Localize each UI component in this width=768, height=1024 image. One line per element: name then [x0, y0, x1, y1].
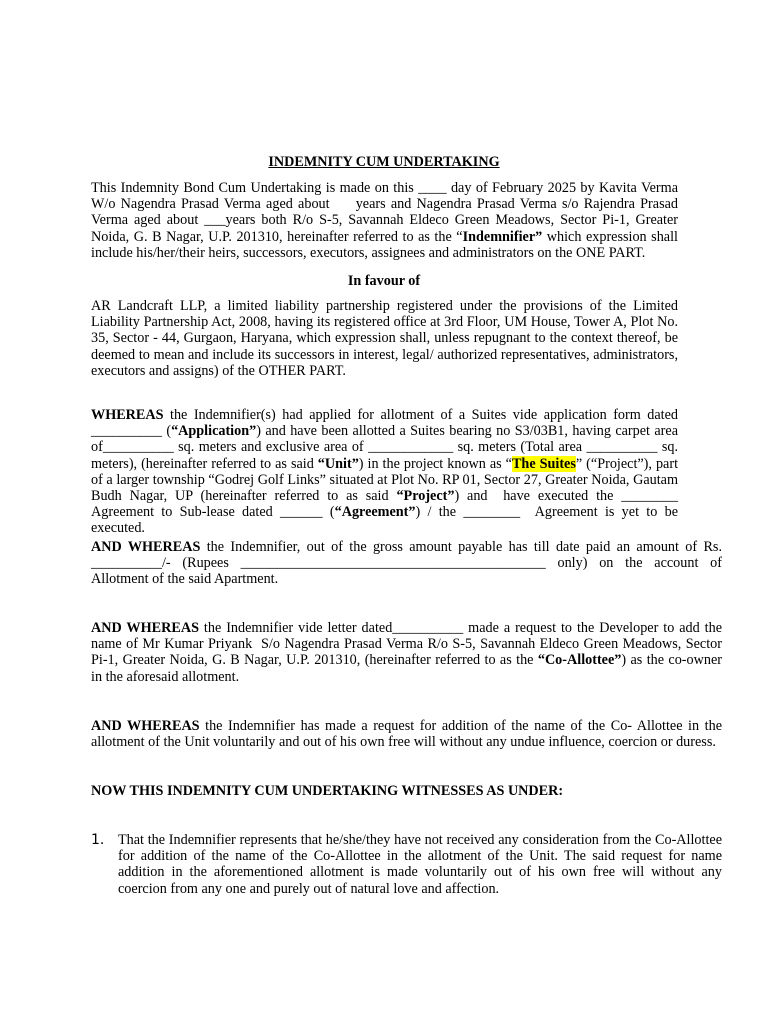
- other-party-paragraph: AR Landcraft LLP, a limited liability partnership registered under the provisions of the Limited Liability Partnership Act, 2008, having its registered office at 3rd Floor, UM House, Tower A, Plot No. 35, Sector - 44, Gurgaon, Haryana, which expression shall, unless repugnant to the context thereof, be deemed to mean and include its successors in interest, legal/ authorized representatives, administrators, executors and assigns) of the OTHER PART.: [91, 298, 678, 379]
- whereas-paragraph-2: [91, 539, 722, 588]
- document-title: INDEMNITY CUM UNDERTAKING: [268, 154, 500, 170]
- clause-number: 1.: [91, 832, 105, 848]
- unit-term: “Unit”: [317, 455, 359, 472]
- whereas-1-text-6: ) / the ________ Agreement is yet to be executed.: [91, 504, 678, 537]
- and-whereas-lead: AND WHEREAS: [91, 718, 200, 734]
- intro-text-2: which expression shall include his/her/their heirs, successors, executors, assignees and administrators on the ONE PART.: [91, 228, 678, 261]
- whereas-1-text-4: ” (“Project”), part of a larger township “Godrej Golf Links” situated at Plot No. RP 01, Sector 27, Greater Noida, Gautam Budh Nagar, UP (hereinafter referred to as said: [91, 455, 679, 505]
- witnesses-heading: NOW THIS INDEMNITY CUM UNDERTAKING WITNESSES AS UNDER:: [91, 783, 564, 799]
- intro-text-1: This Indemnity Bond Cum Undertaking is made on this ____ day of February 2025 by Kavita Verma W/o Nagendra Prasad Verma aged about years and Nagendra Prasad Verma s/o Rajendra Prasad Verma aged about ___years both R/o S-5, Savannah Eldeco Green Meadows, Sector Pi-1, Greater Noida, G. B Nagar, U.P. 201310, hereinafter referred to as the “: [91, 180, 678, 245]
- indemnifier-term: Indemnifier”: [462, 228, 543, 245]
- agreement-term: “Agreement”: [334, 504, 416, 521]
- clause-text: That the Indemnifier represents that he/she/they have not received any consideration from the Co-Allottee for addition of the name of the Co-Allottee in the allotment of the Unit. The said request for name addition in the aforementioned allotment is made voluntarily out of his own free will without any coercion from any one and purely out of natural love and affection.: [118, 832, 722, 897]
- and-whereas-lead: AND WHEREAS: [91, 539, 201, 555]
- whereas-1-text-5: ) and have executed the ________ Agreement to Sub-lease dated ______ (: [91, 488, 678, 521]
- whereas-1-text-2: ) and have been allotted a Suites bearing no S3/03B1, having carpet area of__________ sq. meters and exclusive area of ____________ sq. meters (Total area __________ sq. meters), (hereinafter referred to as said: [91, 423, 678, 472]
- whereas-1-text-3: ) in the project known as “: [358, 455, 512, 472]
- whereas-lead: WHEREAS: [91, 407, 164, 423]
- and-whereas-lead: AND WHEREAS: [91, 620, 199, 636]
- whereas-paragraph-1: [91, 407, 678, 537]
- project-term: “Project”: [396, 488, 455, 505]
- whereas-paragraph-4: [91, 718, 722, 750]
- whereas-3-text-2: ) as the co-owner in the aforesaid allotment.: [91, 652, 722, 685]
- intro-paragraph: [91, 180, 678, 261]
- project-name-highlight: The Suites: [511, 455, 576, 472]
- whereas-2-text: the Indemnifier, out of the gross amount payable has till date paid an amount of Rs. __________/- (Rupees ___________________________________________ only) on the account of Allotment of the said Apartment.: [91, 539, 722, 588]
- co-allottee-term: “Co-Allottee”: [537, 652, 622, 669]
- application-term: “Application”: [171, 423, 257, 440]
- whereas-3-text-1: the Indemnifier vide letter dated__________ made a request to the Developer to add the name of Mr Kumar Priyank S/o Nagendra Prasad Verma R/o S-5, Savannah Eldeco Green Meadows, Sector Pi-1, Greater Noida, G. B Nagar, U.P. 201310, (hereinafter referred to as the: [91, 620, 723, 669]
- whereas-1-text-1: the Indemnifier(s) had applied for allotment of a Suites vide application form dated __________ (: [91, 407, 678, 440]
- whereas-4-text: the Indemnifier has made a request for addition of the name of the Co- Allottee in the allotment of the Unit voluntarily and out of his own free will without any undue influence, coercion or duress.: [91, 718, 722, 751]
- favour-heading: In favour of: [347, 273, 421, 289]
- whereas-paragraph-3: [91, 620, 722, 685]
